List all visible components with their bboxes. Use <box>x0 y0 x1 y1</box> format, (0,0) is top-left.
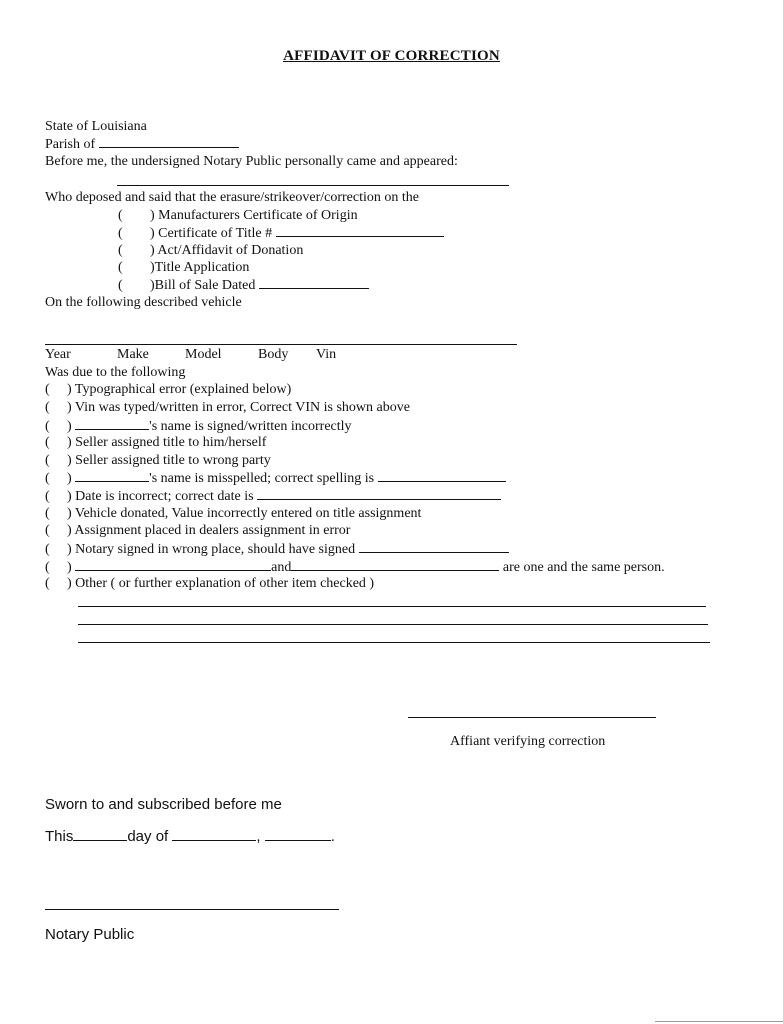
reason-checkbox[interactable]: ( <box>45 489 50 504</box>
reason-label: ) Typographical error (explained below) <box>67 382 292 397</box>
reason-item[interactable] <box>45 400 410 416</box>
parish-label: Parish of <box>45 137 96 152</box>
day-field[interactable] <box>73 829 127 841</box>
reason-checkbox[interactable]: ( <box>45 542 50 557</box>
reason-item[interactable] <box>45 541 509 558</box>
parish-line <box>45 136 239 153</box>
signer-name-field[interactable] <box>75 418 149 430</box>
vehicle-col-vin: Vin <box>316 347 337 362</box>
affiant-label: Affiant verifying correction <box>450 734 606 749</box>
vehicle-col-body: Body <box>258 347 289 362</box>
reason-item[interactable] <box>45 576 374 592</box>
reason-item[interactable] <box>45 382 291 398</box>
reason-label: ) <box>67 471 72 486</box>
reason-label-suffix: 's name is signed/written incorrectly <box>149 419 352 434</box>
document-option[interactable] <box>118 277 369 294</box>
vehicle-col-year: Year <box>45 347 71 362</box>
reason-label-suffix: 's name is misspelled; correct spelling is <box>149 471 375 486</box>
document-option[interactable] <box>118 260 249 276</box>
reason-label: ) Notary signed in wrong place, should have signed <box>67 542 356 557</box>
due-to-line: Was due to the following <box>45 365 186 380</box>
document-title <box>0 48 783 64</box>
reason-item[interactable] <box>45 418 352 435</box>
reason-label: ) Vin was typed/written in error, Correct VIN is shown above <box>67 400 410 415</box>
appeared-line: Before me, the undersigned Notary Public personally came and appeared: <box>45 154 458 169</box>
reason-checkbox[interactable]: ( <box>45 435 50 450</box>
reason-label: ) Other ( or further explanation of other item checked ) <box>67 576 375 591</box>
reason-item[interactable] <box>45 435 266 451</box>
document-title-text: AFFIDAVIT OF CORRECTION <box>283 48 500 64</box>
reason-label-suffix: are one and the same person. <box>502 560 665 575</box>
explanation-line-2[interactable] <box>78 624 708 625</box>
should-have-signed-field[interactable] <box>359 541 509 553</box>
correct-spelling-field[interactable] <box>378 470 506 482</box>
period-mark: . <box>330 828 335 845</box>
reason-item[interactable] <box>45 506 421 522</box>
vehicle-description-field[interactable] <box>45 344 517 345</box>
reason-checkbox[interactable]: ( <box>45 576 50 591</box>
reason-item[interactable] <box>45 488 501 505</box>
date-line <box>45 829 335 845</box>
document-checkbox[interactable]: ( <box>118 226 123 241</box>
year-field[interactable] <box>265 829 331 841</box>
reason-item[interactable] <box>45 453 271 469</box>
reason-item[interactable] <box>45 470 506 487</box>
document-option-label: ) Act/Affidavit of Donation <box>150 243 304 258</box>
reason-label: ) Assignment placed in dealers assignment in error <box>67 523 351 538</box>
document-option-label: ) Certificate of Title # <box>150 226 273 241</box>
document-option-label: )Bill of Sale Dated <box>150 278 256 293</box>
vehicle-col-make: Make <box>117 347 149 362</box>
reason-label: ) Seller assigned title to wrong party <box>67 453 271 468</box>
reason-checkbox[interactable]: ( <box>45 453 50 468</box>
this-label: This <box>45 828 74 845</box>
vehicle-col-model: Model <box>185 347 222 362</box>
notary-signature-line[interactable] <box>45 909 339 910</box>
explanation-line-3[interactable] <box>78 642 710 643</box>
bill-of-sale-date-field[interactable] <box>259 277 369 289</box>
second-person-field[interactable] <box>291 559 499 571</box>
document-checkbox[interactable]: ( <box>118 208 123 223</box>
first-person-field[interactable] <box>75 559 271 571</box>
reason-label-and: and <box>271 560 292 575</box>
sworn-line: Sworn to and subscribed before me <box>45 796 282 813</box>
explanation-line-1[interactable] <box>78 606 706 607</box>
reason-checkbox[interactable]: ( <box>45 471 50 486</box>
day-of-label: day of <box>127 828 169 845</box>
document-checkbox[interactable]: ( <box>118 243 123 258</box>
appearer-name-field[interactable] <box>117 185 509 186</box>
reason-checkbox[interactable]: ( <box>45 400 50 415</box>
state-line: State of Louisiana <box>45 119 147 134</box>
correct-date-field[interactable] <box>257 488 501 500</box>
document-option-label: ) Manufacturers Certificate of Origin <box>150 208 358 223</box>
document-checkbox[interactable]: ( <box>118 278 123 293</box>
reason-label: ) <box>67 419 72 434</box>
parish-field[interactable] <box>99 136 239 148</box>
document-option[interactable] <box>118 208 358 224</box>
vehicle-intro: On the following described vehicle <box>45 295 242 310</box>
notary-label: Notary Public <box>45 926 135 943</box>
reason-label: ) Date is incorrect; correct date is <box>67 489 254 504</box>
affiant-signature-line[interactable] <box>408 717 656 718</box>
document-option[interactable] <box>118 225 444 242</box>
reason-checkbox[interactable]: ( <box>45 419 50 434</box>
misspelled-name-field[interactable] <box>75 470 149 482</box>
reason-checkbox[interactable]: ( <box>45 560 50 575</box>
reason-label: ) <box>67 560 72 575</box>
reason-label: ) Seller assigned title to him/herself <box>67 435 267 450</box>
reason-item[interactable] <box>45 523 350 539</box>
page-edge-mark <box>655 1021 783 1022</box>
reason-checkbox[interactable]: ( <box>45 506 50 521</box>
document-option-label: )Title Application <box>150 260 250 275</box>
document-checkbox[interactable]: ( <box>118 260 123 275</box>
title-number-field[interactable] <box>276 225 444 237</box>
reason-checkbox[interactable]: ( <box>45 382 50 397</box>
deposed-line: Who deposed and said that the erasure/strikeover/correction on the <box>45 190 419 205</box>
month-field[interactable] <box>172 829 256 841</box>
reason-checkbox[interactable]: ( <box>45 523 50 538</box>
comma-mark: , <box>256 828 261 845</box>
reason-label: ) Vehicle donated, Value incorrectly entered on title assignment <box>67 506 422 521</box>
reason-item[interactable] <box>45 559 665 576</box>
document-option[interactable] <box>118 243 303 259</box>
